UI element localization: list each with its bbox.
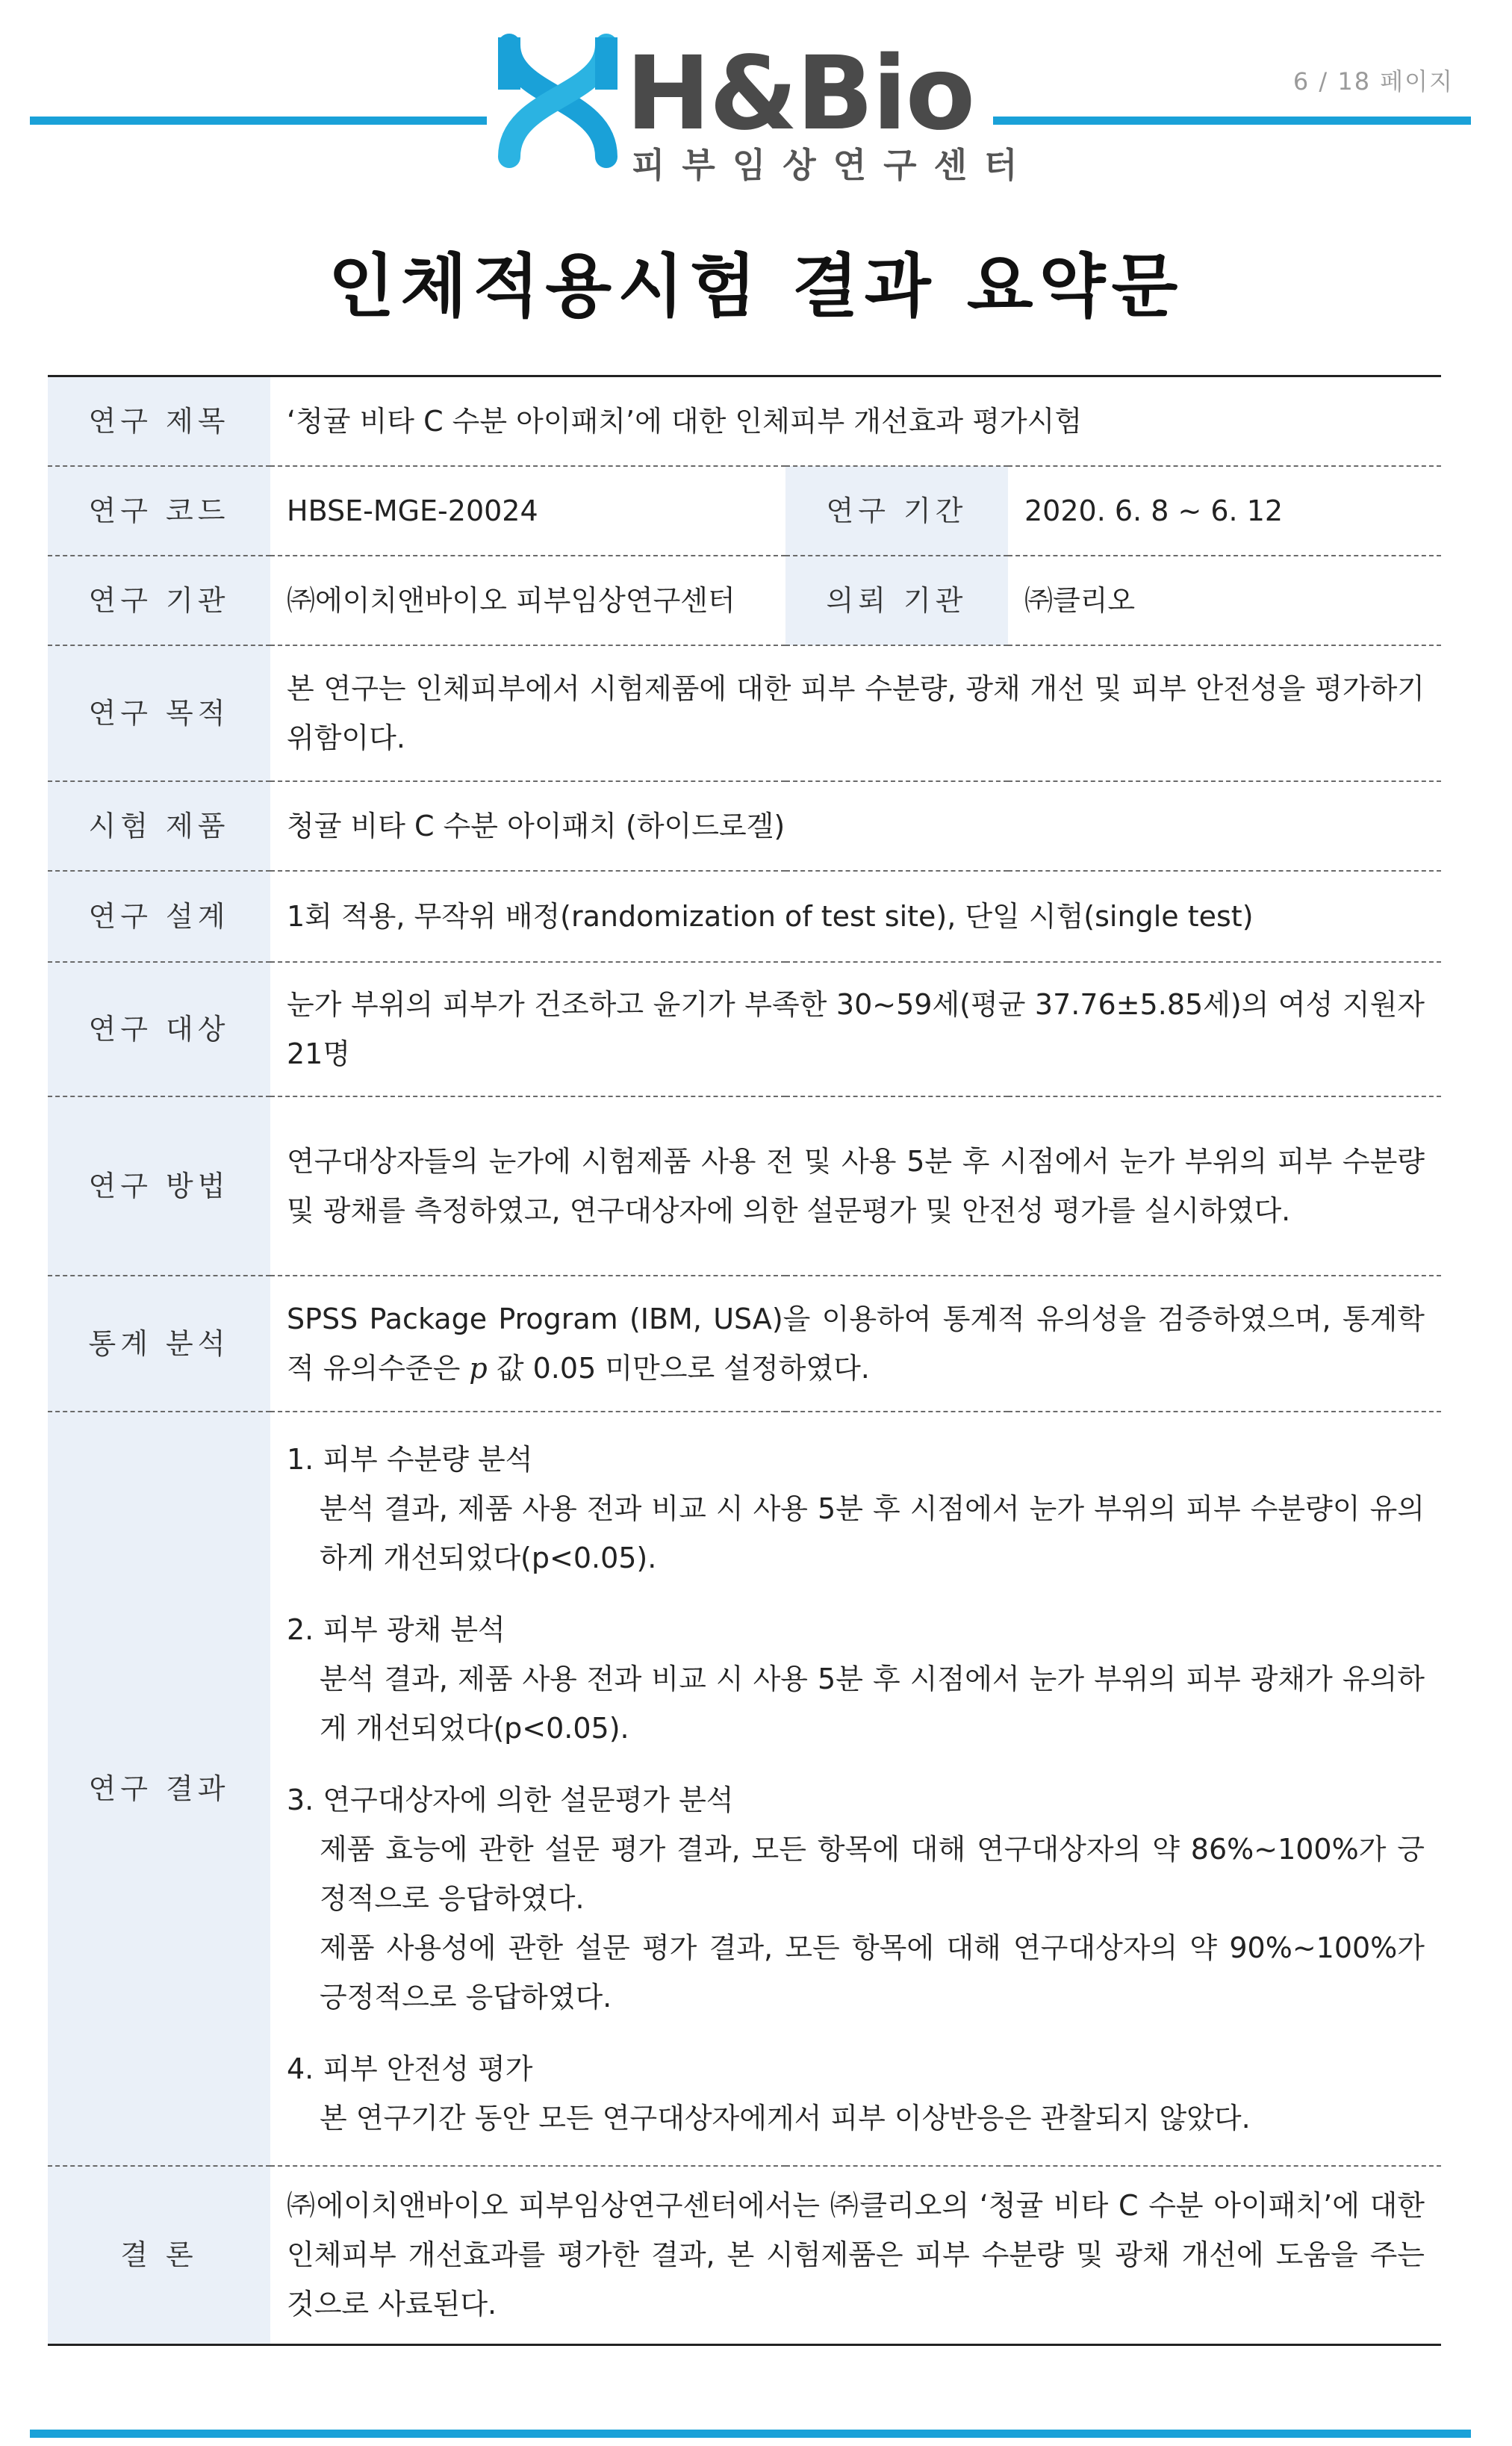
header-rule-left (30, 117, 487, 125)
row-label: 연구 설계 (48, 871, 270, 962)
row-label: 의뢰 기관 (785, 556, 1008, 645)
helix-logo-icon (494, 30, 621, 187)
brand-subtitle: 피부임상연구센터 (632, 145, 1035, 185)
table-row (48, 871, 1441, 962)
brand-name: H&Bio (626, 35, 974, 153)
result-item: 1. 피부 수분량 분석 분석 결과, 제품 사용 전과 비교 시 사용 5분 후 시점에서 눈가 부위의 피부 수분량이 유의하게 개선되었다(p<0.05). (287, 1442, 1425, 1574)
result-item: 4. 피부 안전성 평가 본 연구기간 동안 모든 연구대상자에게서 피부 이상반응은 관찰되지 않았다. (287, 2052, 1251, 2135)
row-label: 연구 대상 (48, 962, 270, 1096)
row-value: ㈜에이치앤바이오 피부임상연구센터에서는 ㈜클리오의 ‘청귤 비타 C 수분 아이패치’에 대한 인체피부 개선효과를 평가한 결과, 본 시험제품은 피부 수분량 및 광채 개선에 도움을 주는 것으로 사료된다. (287, 2189, 1425, 2321)
row-value: 연구대상자들의 눈가에 시험제품 사용 전 및 사용 5분 후 시점에서 눈가 부위의 피부 수분량 및 광채를 측정하였고, 연구대상자에 의한 설문평가 및 안전성 평가를 실시하였다. (287, 1144, 1425, 1227)
row-label: 연구 목적 (48, 645, 270, 781)
footer-rule (30, 2430, 1471, 2438)
row-value: 청귤 비타 C 수분 아이패치 (하이드로겔) (287, 809, 785, 842)
page-indicator: 6 / 18 페이지 (1292, 67, 1454, 96)
row-value: ㈜클리오 (1024, 583, 1136, 617)
table-row (48, 1412, 1441, 2166)
row-label: 연구 기간 (785, 466, 1008, 556)
p-symbol: p (469, 1351, 488, 1385)
result-item: 2. 피부 광채 분석 분석 결과, 제품 사용 전과 비교 시 사용 5분 후 시점에서 눈가 부위의 피부 광채가 유의하게 개선되었다(p<0.05). (287, 1612, 1425, 1745)
table-row (48, 781, 1441, 871)
table-row (48, 1276, 1441, 1412)
row-value: 눈가 부위의 피부가 건조하고 윤기가 부족한 30~59세(평균 37.76±5.85세)의 여성 지원자 21명 (287, 987, 1425, 1070)
page-title: 인체적용시험 결과 요약문 (328, 246, 1184, 326)
company-logo (494, 30, 1035, 194)
row-label: 연구 기관 (48, 556, 270, 645)
results-content (270, 1412, 1441, 2166)
row-label: 시험 제품 (48, 781, 270, 871)
table-row (48, 1096, 1441, 1276)
row-value: 2020. 6. 8 ~ 6. 12 (1024, 494, 1284, 527)
header-rule-right (993, 117, 1471, 125)
row-value: SPSS Package Program (IBM, USA)을 이용하여 통계적 유의성을 검증하였으며, 통계학적 유의수준은 p 값 0.05 미만으로 설정하였다. (287, 1302, 1425, 1385)
row-label: 연구 제목 (48, 376, 270, 466)
row-label: 연구 방법 (48, 1096, 270, 1276)
row-value: ‘청귤 비타 C 수분 아이패치’에 대한 인체피부 개선효과 평가시험 (287, 404, 1083, 438)
row-label: 통계 분석 (48, 1276, 270, 1412)
row-value: 1회 적용, 무작위 배정(randomization of test site), 단일 시험(single test) (287, 899, 1254, 933)
table-row (48, 556, 1441, 645)
summary-table (48, 375, 1441, 2346)
table-row (48, 466, 1441, 556)
row-value: 본 연구는 인체피부에서 시험제품에 대한 피부 수분량, 광채 개선 및 피부 안전성을 평가하기 위함이다. (287, 671, 1425, 754)
table-row (48, 962, 1441, 1096)
row-value: ㈜에이치앤바이오 피부임상연구센터 (287, 583, 735, 617)
row-value: HBSE-MGE-20024 (287, 494, 538, 527)
result-item: 3. 연구대상자에 의한 설문평가 분석 제품 효능에 관한 설문 평가 결과, 모든 항목에 대해 연구대상자의 약 86%~100%가 긍정적으로 응답하였다. 제품 사용성에 관한 설문 평가 결과, 모든 항목에 대해 연구대상자의 약 90%~100%가 긍정적으로 응답하였다. (287, 1783, 1425, 2014)
row-label: 연구 코드 (48, 466, 270, 556)
company-stamp: ㈜ (287, 583, 316, 617)
table-row (48, 376, 1441, 466)
table-row (48, 2166, 1441, 2345)
company-stamp: ㈜ (1024, 583, 1054, 617)
table-row (48, 645, 1441, 781)
row-label: 결 론 (48, 2166, 270, 2345)
row-label: 연구 결과 (48, 1412, 270, 2166)
